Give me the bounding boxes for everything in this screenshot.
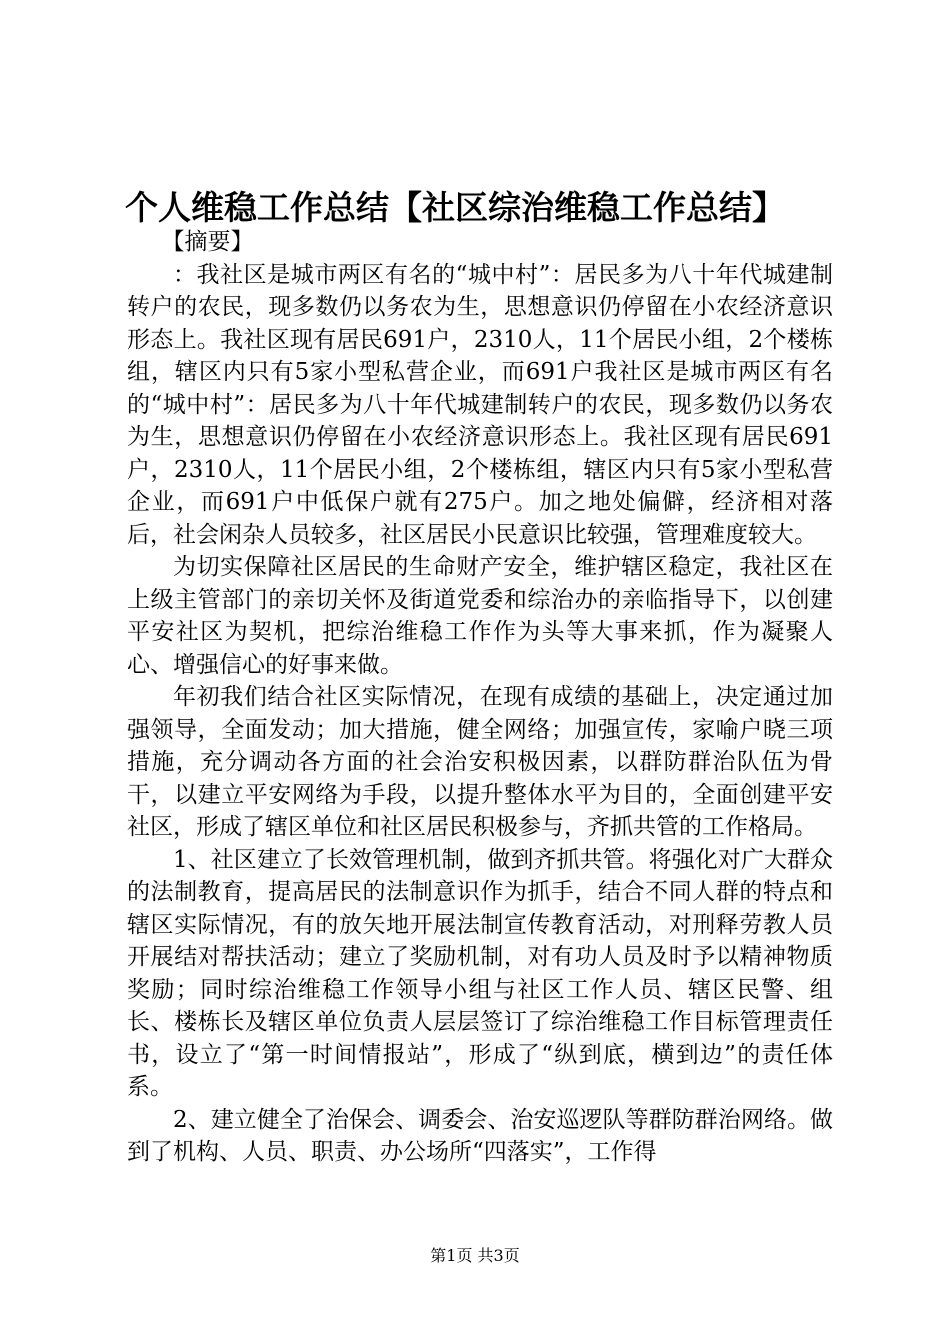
paragraph-abstract: ：我社区是城市两区有名的“城中村”：居民多为八十年代城建制转户的农民，现多数仍以务农为生，思想意识仍停留在小农经济意识形态上。我社区现有居民691户，2310人，11个居民小组，2个楼栋组，辖区内只有5家小型私营企业，而691户我社区是城市两区有名的“城中村”：居民多为八十年代城建制转户的农民，现多数仍以务农为生，思想意识仍停留在小农经济意识形态上。我社区现有居民691户，2310人，11个居民小组，2个楼栋组，辖区内只有5家小型私营企业，而691户中低保户就有275户。加之地处偏僻，经济相对落后，社会闲杂人员较多，社区居民小民意识比较强，管理难度较大。 (127, 261, 833, 548)
paragraph-safety: 为切实保障社区居民的生命财产安全，维护辖区稳定，我社区在上级主管部门的亲切关怀及街道党委和综治办的亲临指导下，以创建平安社区为契机，把综治维稳工作作为头等大事来抓，作为凝聚人心、增强信心的好事来做。 (127, 554, 833, 678)
page-footer (0, 1244, 950, 1268)
document-body (127, 226, 833, 1169)
document-title: 个人维稳工作总结【社区综治维稳工作总结】 (125, 188, 785, 227)
paragraph-measures: 年初我们结合社区实际情况，在现有成绩的基础上，决定通过加强领导，全面发动；加大措施，健全网络；加强宣传，家喻户晓三项措施，充分调动各方面的社会治安积极因素，以群防群治队伍为骨干，以建立平安网络为手段，以提升整体水平为目的，全面创建平安社区，形成了辖区单位和社区居民积极参与，齐抓共管的工作格局。 (127, 684, 833, 840)
abstract-label: 【摘要】 (161, 229, 254, 255)
paragraph-item-1: 1、社区建立了长效管理机制，做到齐抓共管。将强化对广大群众的法制教育，提高居民的法制意识作为抓手，结合不同人群的特点和辖区实际情况，有的放矢地开展法制宣传教育活动，对刑释劳教人员开展结对帮扶活动；建立了奖励机制，对有功人员及时予以精神物质奖励；同时综治维稳工作领导小组与社区工作人员、辖区民警、组长、楼栋长及辖区单位负责人层层签订了综治维稳工作目标管理责任书，设立了“第一时间情报站”，形成了“纵到底，横到边”的责任体系。 (127, 846, 833, 1100)
paragraph-item-2: 2、建立健全了治保会、调委会、治安巡逻队等群防群治网络。做到了机构、人员、职责、办公场所“四落实”，工作得 (127, 1106, 833, 1165)
page-indicator: 第1页 共3页 (430, 1246, 520, 1265)
